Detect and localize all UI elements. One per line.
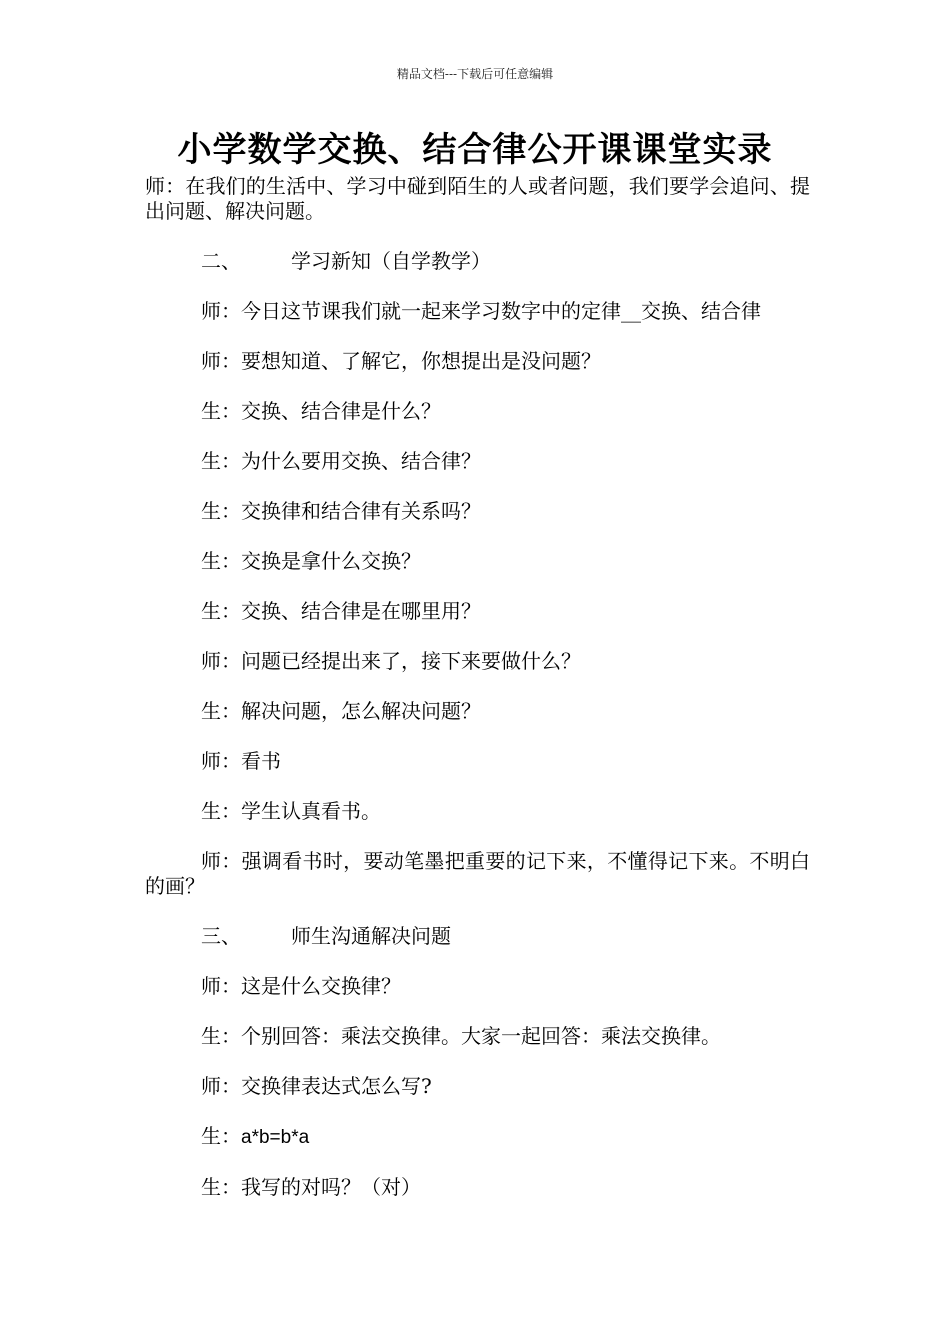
paragraph: 师：要想知道、了解它，你想提出是没问题？ — [201, 349, 601, 373]
paragraph: 师：交换律表达式怎么写? — [201, 1074, 432, 1098]
paragraph: 生：交换、结合律是在哪里用？ — [201, 599, 481, 623]
section-title: 学习新知（自学教学） — [291, 249, 491, 273]
paragraph: 生：个别回答：乘法交换律。大家一起回答：乘法交换律。 — [201, 1024, 721, 1048]
paragraph: 生：为什么要用交换、结合律？ — [201, 449, 481, 473]
speaker-prefix: 生： — [201, 1124, 241, 1148]
header-note: 精品文档---下载后可任意编辑 — [396, 67, 554, 81]
paragraph: 师：问题已经提出来了，接下来要做什么？ — [201, 649, 581, 673]
section-number: 二、 — [201, 249, 241, 273]
paragraph-intro: 师：在我们的生活中、学习中碰到陌生的人或者问题，我们要学会追问、提出问题、解决问题。 — [145, 174, 810, 223]
document-title: 小学数学交换、结合律公开课课堂实录 — [177, 130, 773, 170]
paragraph: 生：解决问题，怎么解决问题？ — [201, 699, 481, 723]
formula-text: a*b=b*a — [241, 1127, 310, 1148]
paragraph: 生：交换、结合律是什么？ — [201, 399, 441, 423]
paragraph: 师：今日这节课我们就一起来学习数字中的定律__交换、结合律 — [201, 299, 761, 323]
paragraph: 师：强调看书时，要动笔墨把重要的记下来，不懂得记下来。不明白的画？ — [145, 849, 810, 898]
paragraph: 师：看书 — [201, 749, 281, 773]
paragraph: 生：我写的对吗？（对） — [201, 1175, 421, 1199]
section-number: 三、 — [201, 924, 241, 948]
section-heading-2 — [145, 249, 810, 274]
paragraph: 师：这是什么交换律？ — [201, 974, 401, 998]
section-heading-3 — [145, 924, 810, 949]
document-body — [145, 174, 810, 1225]
paragraph: 生：学生认真看书。 — [201, 799, 381, 823]
paragraph: 生：交换律和结合律有关系吗？ — [201, 499, 481, 523]
paragraph: 生：交换是拿什么交换？ — [201, 549, 421, 573]
paragraph-formula — [145, 1124, 810, 1150]
section-title: 师生沟通解决问题 — [291, 924, 451, 948]
